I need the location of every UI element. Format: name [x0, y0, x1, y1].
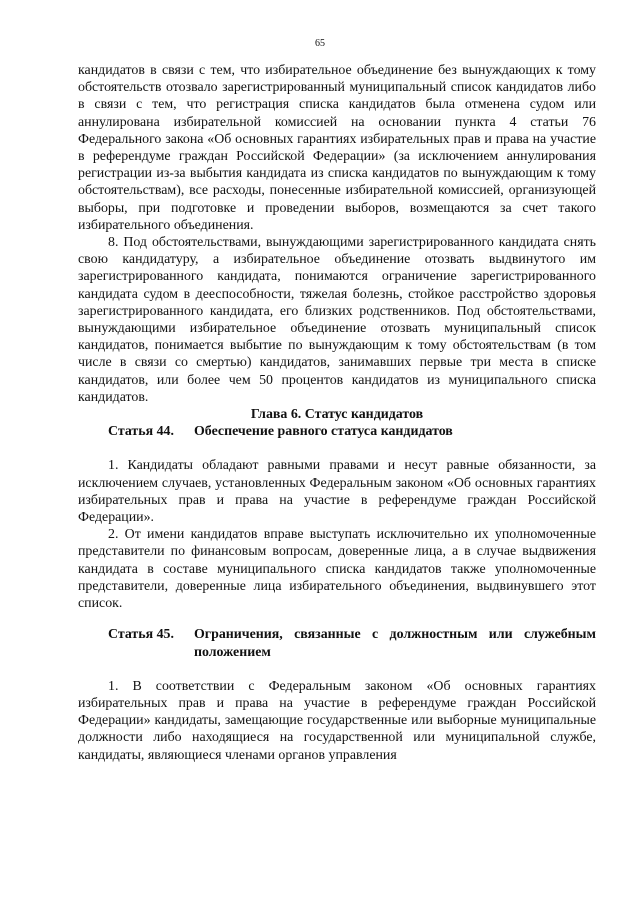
article-44-title: Обеспечение равного статуса кандидатов: [194, 424, 453, 440]
article-45-paragraph-1: 1. В соответствии с Федеральным законом «Об основных гарантиях избирательных прав и права на участие в референдуме граждан Российской Федерации» кандидаты, замещающие государственные или выборные муниципальные должности либо находящиеся на государственной или муниципальной службе, кандидаты, являющиеся членами органов управления: [78, 678, 596, 763]
article-45-heading: [108, 626, 596, 660]
paragraph-continuation: кандидатов в связи с тем, что избирательное объединение без вынуждающих к тому обстоятельств отозвало зарегистрированный муниципальный список кандидатов либо в связи с тем, что регистрация списка кандидатов была отменена судом или аннулирована избирательной комиссией на основании пункта 4 статьи 76 Федерального закона «Об основных гарантиях избирательных прав и права на участие в референдуме граждан Российской Федерации» (за исключением аннулирования регистрации из-за выбытия кандидата из списка кандидатов по вынуждающим к тому обстоятельствам), все расходы, понесенные избирательной комиссией, организующей выборы, при подготовке и проведении выборов, возмещаются за счет такого избирательного объединения.: [78, 63, 596, 233]
article-45-title: Ограничения, связанные с должностным или служебным положением: [194, 627, 596, 660]
document-body: [78, 62, 596, 764]
article-44-number: Статья 44.: [108, 424, 174, 440]
paragraph-item-8: 8. Под обстоятельствами, вынуждающими зарегистрированного кандидата снять свою кандидатуру, а избирательное объединение отозвать выдвинутого им зарегистрированного кандидата, понимаются ограничение зарегистрированного кандидата судом в дееспособности, тяжелая болезнь, стойкое расстройство здоровья зарегистрированного кандидата, его близких родственников. Под обстоятельствами, вынуждающими избирательное объединение отозвать муниципальный список кандидатов, понимается выбытие по вынуждающим к тому обстоятельствам (в том числе в связи со смертью) кандидатов, занимавших первые три места в списке кандидатов, или более чем 50 процентов кандидатов из муниципального списка кандидатов.: [78, 235, 596, 405]
article-45-number: Статья 45.: [108, 627, 174, 643]
chapter-title: Глава 6. Статус кандидатов: [250, 407, 424, 423]
page-number: 65: [315, 38, 325, 49]
article-44-paragraph-2: 2. От имени кандидатов вправе выступать исключительно их уполномоченные представители по финансовым вопросам, доверенные лица, а в случае выдвижения кандидата в составе муниципального списка кандидатов также уполномоченные представители, доверенные лица избирательного объединения, выдвинувшего этот список.: [78, 527, 596, 612]
article-44-heading: [108, 423, 596, 440]
article-44-paragraph-1: 1. Кандидаты обладают равными правами и несут равные обязанности, за исключением случаев, установленных Федеральным законом «Об основных гарантиях избирательных прав и права на участие в референдуме граждан Российской Федерации».: [78, 458, 596, 526]
